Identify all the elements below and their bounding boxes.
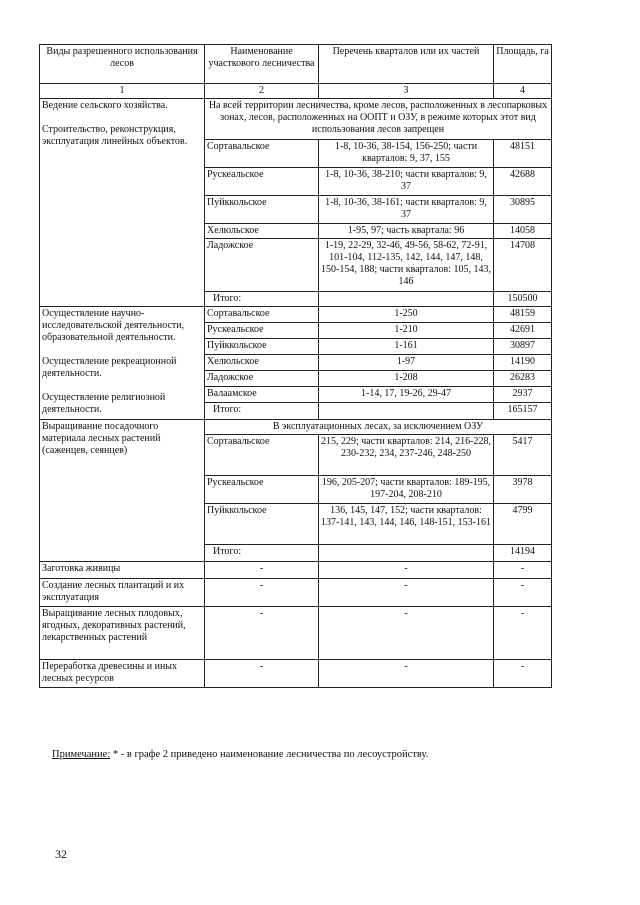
empty-cell: [319, 292, 494, 307]
dash-cell: -: [494, 579, 552, 607]
total-label: Итого:: [205, 403, 319, 420]
dash-cell: -: [319, 562, 494, 579]
page-number: 32: [55, 847, 67, 861]
forestry-name: Ладожское: [205, 239, 319, 292]
area-cell: 48159: [494, 307, 552, 323]
dash-cell: -: [319, 660, 494, 688]
use-text: Осуществление религиозной деятельности.: [42, 392, 166, 415]
dash-cell: -: [205, 562, 319, 579]
group1-banner-row: [40, 99, 552, 140]
quarters-cell: 1-161: [319, 339, 494, 355]
total-area: 14194: [494, 545, 552, 562]
total-area: 165157: [494, 403, 552, 420]
header-col1: Виды разрешенного использования лесов: [40, 45, 205, 84]
group1-uses-cell: [40, 99, 205, 307]
header-col3: Перечень кварталов или их частей: [319, 45, 494, 84]
col-number: 3: [319, 84, 494, 99]
quarters-cell: 1-95, 97; часть квартала: 96: [319, 224, 494, 239]
forestry-name: Рускеальское: [205, 323, 319, 339]
header-col2: Наименование участкового лесничества: [205, 45, 319, 84]
forestry-name: Ладожское: [205, 371, 319, 387]
dash-cell: -: [494, 607, 552, 660]
dash-cell: -: [205, 579, 319, 607]
use-text: Осуществление научно-исследовательской деятельности, образовательной деятельности.: [42, 308, 185, 343]
total-area: 150500: [494, 292, 552, 307]
area-cell: 48151: [494, 140, 552, 168]
forest-use-table: [39, 44, 552, 688]
empty-cell: [319, 403, 494, 420]
area-cell: 42691: [494, 323, 552, 339]
dash-cell: -: [494, 660, 552, 688]
area-cell: 26283: [494, 371, 552, 387]
forestry-name: Валаамское: [205, 387, 319, 403]
quarters-cell: 1-8, 10-36, 38-154, 156-250; части кварталов: 9, 37, 155: [319, 140, 494, 168]
dash-cell: -: [319, 579, 494, 607]
total-label: Итого:: [205, 545, 319, 562]
quarters-cell: 196, 205-207; части кварталов: 189-195, 197-204, 208-210: [319, 476, 494, 504]
forestry-name: Пуйккольское: [205, 504, 319, 545]
footnote-label: Примечание:: [52, 749, 111, 760]
column-numbers-row: [40, 84, 552, 99]
use-text: Осуществление рекреационной деятельности.: [42, 356, 177, 379]
quarters-cell: 215, 229; части кварталов: 214, 216-228, 230-232, 234, 237-246, 248-250: [319, 435, 494, 476]
area-cell: 2937: [494, 387, 552, 403]
forestry-name: Рускеальское: [205, 476, 319, 504]
footnote-text: * - в графе 2 приведено наименование лесничества по лесоустройству.: [110, 749, 429, 760]
table-row: [40, 562, 552, 579]
forestry-name: Сортавальское: [205, 307, 319, 323]
use-cell: Создание лесных плантаций и их эксплуатация: [40, 579, 205, 607]
area-cell: 14708: [494, 239, 552, 292]
area-cell: 30895: [494, 196, 552, 224]
quarters-cell: 1-97: [319, 355, 494, 371]
col-number: 1: [40, 84, 205, 99]
use-text: Ведение сельского хозяйства.: [42, 100, 168, 111]
use-cell: Выращивание лесных плодовых, ягодных, декоративных растений, лекарственных растений: [40, 607, 205, 660]
forestry-name: Пуйккольское: [205, 339, 319, 355]
quarters-cell: 1-250: [319, 307, 494, 323]
dash-cell: -: [319, 607, 494, 660]
quarters-cell: 1-14, 17, 19-26, 29-47: [319, 387, 494, 403]
area-cell: 5417: [494, 435, 552, 476]
col-number: 4: [494, 84, 552, 99]
table-row: [40, 579, 552, 607]
group3-banner-row: [40, 420, 552, 435]
empty-cell: [319, 545, 494, 562]
use-text: Выращивание посадочного материала лесных растений (саженцев, сеянцев): [42, 421, 161, 456]
area-cell: 42688: [494, 168, 552, 196]
area-cell: 30897: [494, 339, 552, 355]
group2-uses-cell: [40, 307, 205, 420]
table-row: [40, 660, 552, 688]
quarters-cell: 1-210: [319, 323, 494, 339]
group1-banner: На всей территории лесничества, кроме лесов, расположенных в лесопарковых зонах, лесов, расположенных на ООПТ и ОЗУ, в режиме которых этот вид использования лесов запрещен: [205, 99, 552, 140]
forestry-name: Сортавальское: [205, 140, 319, 168]
group3-banner: В эксплуатационных лесах, за исключением ОЗУ: [205, 420, 552, 435]
dash-cell: -: [205, 607, 319, 660]
area-cell: 4799: [494, 504, 552, 545]
use-cell: Заготовка живицы: [40, 562, 205, 579]
col-number: 2: [205, 84, 319, 99]
use-cell: Переработка древесины и иных лесных ресурсов: [40, 660, 205, 688]
quarters-cell: 1-19, 22-29, 32-46, 49-56, 58-62, 72-91, 101-104, 112-135, 142, 144, 147, 148, 150-154, 188; части кварталов: 105, 143, 146: [319, 239, 494, 292]
table-row: [40, 307, 552, 323]
footnote: [52, 748, 428, 761]
table-row: [40, 607, 552, 660]
quarters-cell: 1-208: [319, 371, 494, 387]
dash-cell: -: [205, 660, 319, 688]
quarters-cell: 1-8, 10-36, 38-161; части кварталов: 9, 37: [319, 196, 494, 224]
quarters-cell: 1-8, 10-36, 38-210; части кварталов: 9, 37: [319, 168, 494, 196]
header-col4: Площадь, га: [494, 45, 552, 84]
forestry-name: Рускеальское: [205, 168, 319, 196]
area-cell: 14190: [494, 355, 552, 371]
forestry-name: Хелюльское: [205, 224, 319, 239]
area-cell: 3978: [494, 476, 552, 504]
forestry-name: Сортавальское: [205, 435, 319, 476]
forestry-name: Хелюльское: [205, 355, 319, 371]
forestry-name: Пуйккольское: [205, 196, 319, 224]
total-label: Итого:: [205, 292, 319, 307]
group3-uses-cell: [40, 420, 205, 562]
quarters-cell: 136, 145, 147, 152; части кварталов: 137-141, 143, 144, 146, 148-151, 153-161: [319, 504, 494, 545]
header-row: [40, 45, 552, 84]
dash-cell: -: [494, 562, 552, 579]
area-cell: 14058: [494, 224, 552, 239]
use-text: Строительство, реконструкция, эксплуатация линейных объектов.: [42, 124, 188, 147]
